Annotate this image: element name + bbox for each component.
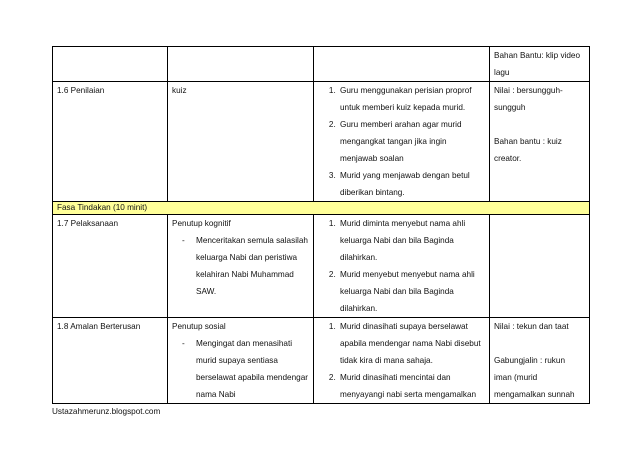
content-cell	[168, 47, 314, 82]
list-item: 1. Murid diminta menyebut nama ahli keluarga Nabi dan bila Baginda dilahirkan.	[338, 215, 485, 266]
activity-list	[318, 215, 485, 317]
notes-cell	[490, 318, 590, 404]
notes-cell	[490, 82, 590, 202]
step-cell	[53, 47, 168, 82]
dash-bullet: -	[182, 339, 185, 348]
phase-label: Fasa Tindakan (10 minit)	[53, 202, 590, 215]
table-row	[53, 318, 590, 404]
footer-source: Ustazahmerunz.blogspot.com	[52, 407, 161, 416]
notes-line: Bahan bantu : kuiz creator.	[494, 137, 562, 163]
phase-row	[53, 202, 590, 215]
step-cell: 1.7 Pelaksanaan	[53, 215, 168, 318]
list-item: 2. Murid menyebut menyebut nama ahli keluarga Nabi dan bila Baginda dilahirkan.	[338, 266, 485, 317]
table-row	[53, 82, 590, 202]
list-item: 1. Guru menggunakan perisian proprof untuk memberi kuiz kepada murid.	[338, 82, 485, 116]
content-title: Penutup sosial	[172, 322, 226, 331]
content-title: Penutup kognitif	[172, 219, 231, 228]
activity-cell	[314, 215, 490, 318]
spacer	[494, 335, 585, 352]
activity-cell	[314, 318, 490, 404]
content-cell	[168, 318, 314, 404]
table-row	[53, 215, 590, 318]
notes-cell	[490, 215, 590, 318]
activity-cell	[314, 47, 490, 82]
content-list	[172, 335, 309, 403]
lesson-plan-table	[52, 46, 590, 404]
content-cell	[168, 215, 314, 318]
content-cell: kuiz	[168, 82, 314, 202]
notes-line: Gabungjalin : rukun iman (murid mengamalkan sunnah	[494, 356, 575, 399]
notes-cell	[490, 47, 590, 82]
list-item: 1. Murid dinasihati supaya berselawat apabila mendengar nama Nabi disebut tidak kira di mana sahaja.	[338, 318, 485, 369]
step-cell: 1.8 Amalan Berterusan	[53, 318, 168, 404]
notes-line: Nilai : bersungguh-sungguh	[494, 86, 563, 112]
notes-line: lagu	[494, 68, 510, 77]
list-item	[182, 232, 309, 300]
activity-list	[318, 82, 485, 201]
content-list	[172, 232, 309, 300]
list-item: 2. Murid dinasihati mencintai dan menyayangi nabi serta mengamalkan	[338, 369, 485, 403]
list-item-text: Menceritakan semula salasilah keluarga Nabi dan peristiwa kelahiran Nabi Muhammad SAW.	[196, 236, 308, 296]
list-item-text: Mengingat dan menasihati murid supaya sentiasa berselawat apabila mendengar nama Nabi	[196, 339, 308, 399]
notes-line: Bahan Bantu: klip video	[494, 51, 581, 60]
list-item: 3. Murid yang menjawab dengan betul diberikan bintang.	[338, 167, 485, 201]
activity-cell	[314, 82, 490, 202]
spacer	[494, 116, 585, 133]
dash-bullet: -	[182, 236, 185, 245]
list-item: 2. Guru memberi arahan agar murid mengangkat tangan jika ingin menjawab soalan	[338, 116, 485, 167]
activity-list	[318, 318, 485, 403]
step-cell: 1.6 Penilaian	[53, 82, 168, 202]
notes-line: Nilai : tekun dan taat	[494, 322, 569, 331]
table-row	[53, 47, 590, 82]
list-item	[182, 335, 309, 403]
